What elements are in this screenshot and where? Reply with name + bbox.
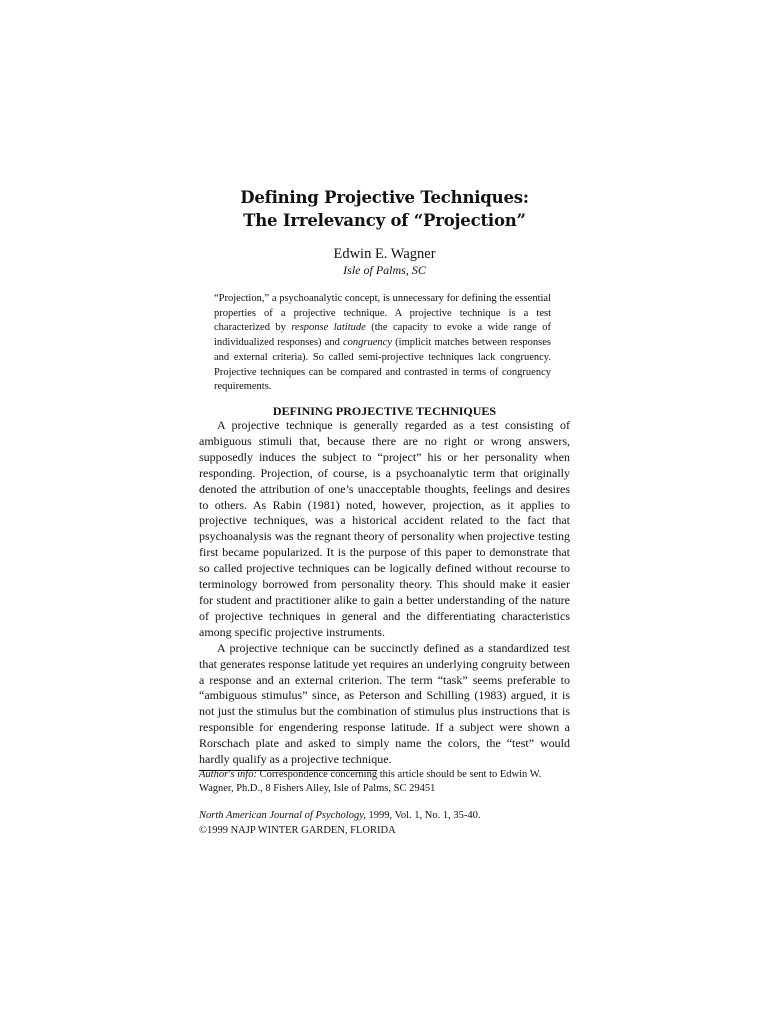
body-paragraph-2: A projective technique can be succinctly defined as a standardized test that generates response latitude yet requires an underlying congruity between a response and an external criterion. The term “task” seems preferable to “ambiguous stimulus” since, as Peterson and Schilling (1983) argued, it is not just the stimulus but the combination of stimulus plus instructions that is responsible for engendering response latitude. If a subject were shown a Rorschach plate and asked to simply name the colors, the “test” would hardly qualify as a projective technique.: [199, 640, 570, 767]
paper-title: [199, 186, 570, 232]
journal-name: North American Journal of Psychology,: [199, 810, 366, 821]
abstract: [214, 292, 551, 395]
abstract-text-3: (implicit matches between responses and external criteria). So called semi-projective techniques lack congruency. Projective techniques can be compared and contrasted in terms of congruency requirements.: [214, 337, 551, 393]
abstract-text-1: “Projection,” a psychoanalytic concept, is unnecessary for defining the essential properties of a projective technique. A projective technique is a test characterized by: [214, 293, 551, 334]
copyright-line: ©1999 NAJP WINTER GARDEN, FLORIDA: [199, 825, 396, 836]
author-name: Edwin E. Wagner: [333, 246, 436, 262]
abstract-term-response-latitude: response latitude: [291, 322, 366, 334]
journal-citation-line: [199, 808, 570, 823]
journal-citation: [199, 808, 570, 838]
abstract-text-2: (the capacity to evoke a wide range of individualized responses) and: [214, 322, 551, 349]
abstract-term-congruency: congruency: [343, 337, 392, 349]
body-text: [199, 418, 570, 768]
title-line-2: The Irrelevancy of “Projection”: [243, 211, 526, 230]
author-footnote: [199, 768, 570, 796]
section-heading: DEFINING PROJECTIVE TECHNIQUES: [272, 404, 497, 418]
title-line-1: Defining Projective Techniques:: [240, 188, 529, 207]
journal-volume: 1999, Vol. 1, No. 1, 35-40.: [365, 810, 481, 821]
footnote-label: Author's info:: [199, 769, 257, 780]
author-affiliation: Isle of Palms, SC: [343, 263, 426, 277]
footnote-text: Correspondence concerning this article should be sent to Edwin W. Wagner, Ph.D., 8 Fishers Alley, Isle of Palms, SC 29451: [199, 769, 542, 794]
body-paragraph-1: A projective technique is generally regarded as a test consisting of ambiguous stimuli that, because there are no right or wrong answers, supposedly induces the subject to “project” his or her personality when responding. Projection, of course, is a psychoanalytic term that originally denoted the attribution of one’s unacceptable thoughts, feelings and desires to others. As Rabin (1981) noted, however, projection, as it applies to projective techniques, was a historical accident related to the fact that psychoanalysis was the regnant theory of personality when projective testing first became popularized. It is the purpose of this paper to demonstrate that so called projective techniques can be logically defined without recourse to terminology borrowed from personality theory. This should make it easier for student and practitioner alike to gain a better understanding of the nature of projective techniques in general and the differentiating characteristics among specific projective instruments.: [199, 418, 570, 639]
